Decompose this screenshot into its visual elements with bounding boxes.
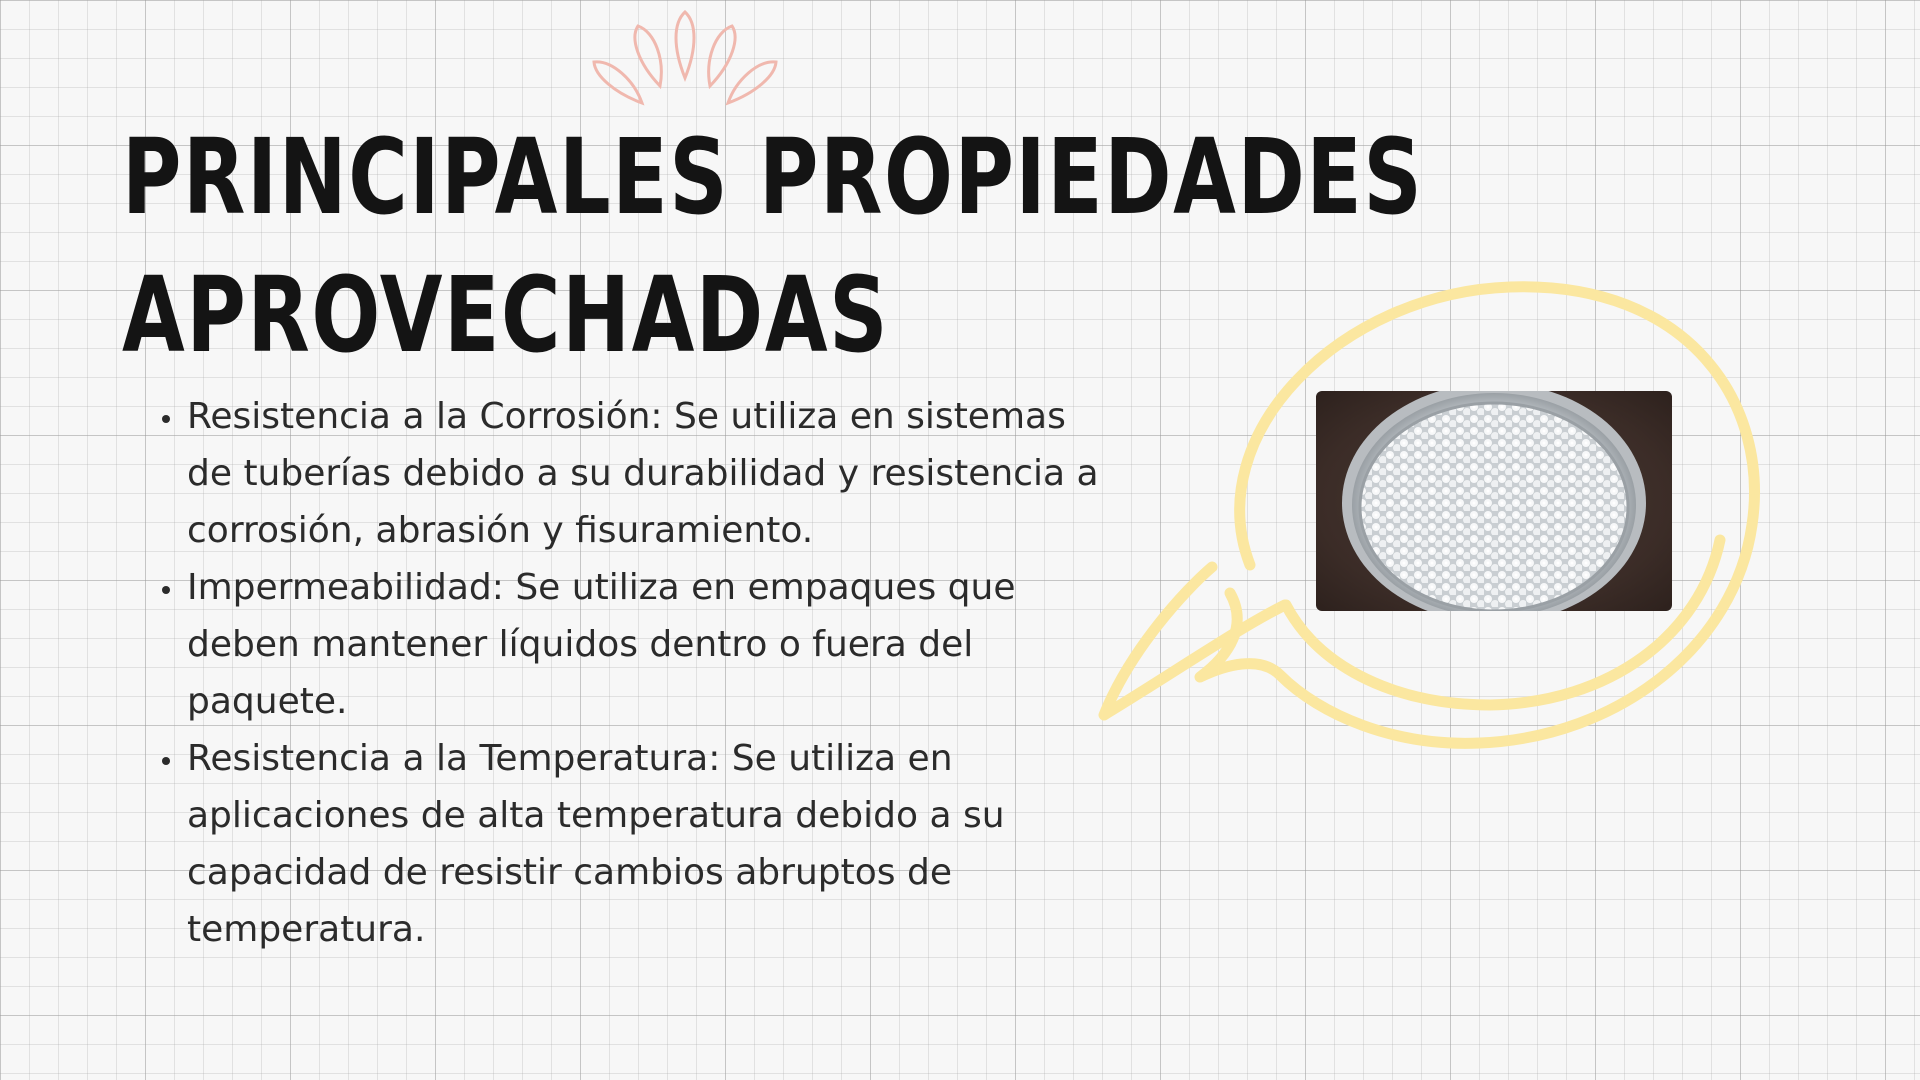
title-line-2: APROVECHADAS: [122, 254, 890, 376]
page-title: [122, 108, 1424, 384]
list-item-corrosion: Resistencia a la Corrosión: Se utiliza en sistemas de tuberías debido a su durabilidad y resistencia a corrosión, abrasión y fisuramiento.: [187, 388, 1117, 559]
properties-list: [155, 388, 1117, 958]
sunburst-icon: [560, 8, 810, 118]
list-item-impermeability: Impermeabilidad: Se utiliza en empaques que deben mantener líquidos dentro o fuera del paquete.: [187, 559, 1117, 730]
title-line-1: PRINCIPALES PROPIEDADES: [122, 116, 1424, 238]
list-item-temperature: Resistencia a la Temperatura: Se utiliza en aplicaciones de alta temperatura debido a su capacidad de resistir cambios abruptos de temperatura.: [187, 730, 1117, 958]
pellets-photo: [1316, 391, 1672, 611]
